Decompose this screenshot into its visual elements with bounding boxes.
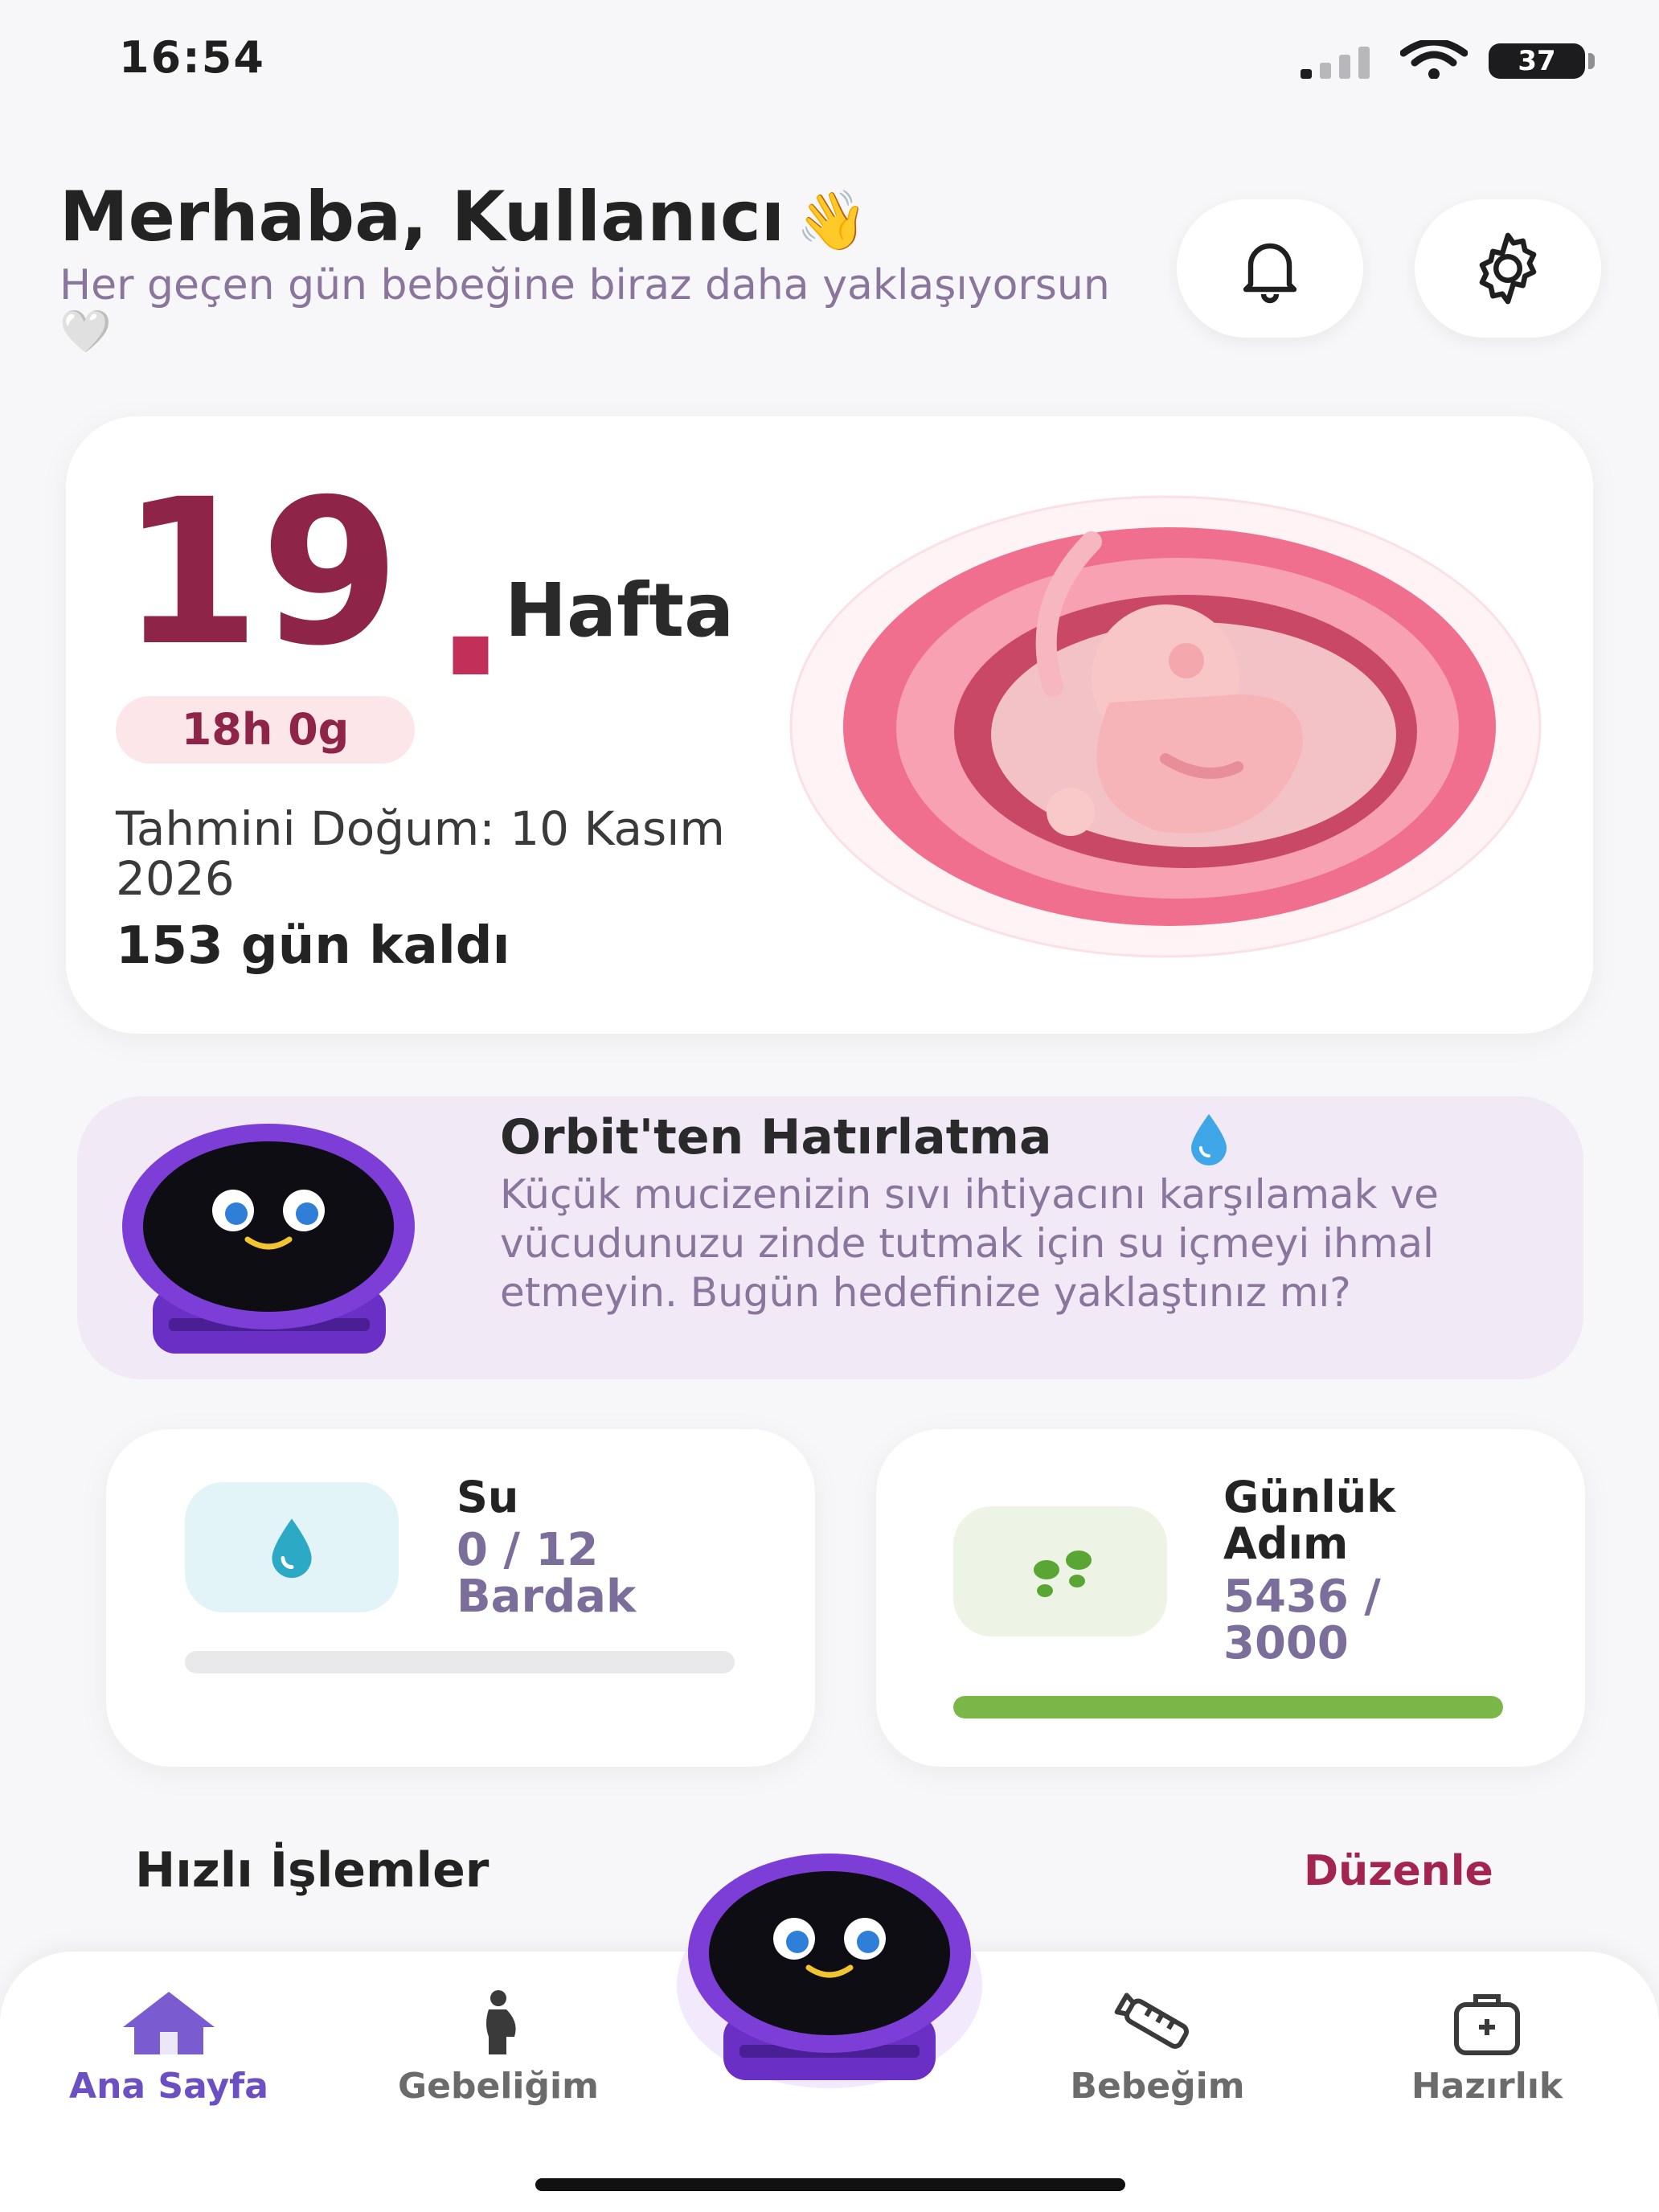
nav-label-pregnancy: Gebeliğim	[398, 2066, 599, 2107]
week-day-badge: 18h 0g	[116, 696, 415, 764]
nav-item-pregnancy[interactable]	[378, 1989, 619, 2107]
home-indicator	[535, 2178, 1125, 2191]
wave-emoji: 👋	[796, 186, 868, 254]
settings-button[interactable]	[1415, 199, 1601, 338]
nav-item-preparation[interactable]	[1366, 1989, 1608, 2107]
steps-progress-fill	[953, 1696, 1503, 1718]
nav-item-home[interactable]	[48, 1989, 289, 2107]
battery-level: 37	[1518, 45, 1556, 77]
baby-bottle-icon	[1109, 1989, 1206, 2056]
embryo-illustration	[788, 494, 1543, 960]
status-time: 16:54	[119, 32, 265, 83]
water-title: Su	[457, 1472, 519, 1522]
steps-tile	[953, 1506, 1167, 1636]
wifi-icon	[1400, 40, 1468, 79]
water-drop-icon	[260, 1513, 324, 1582]
gear-icon	[1466, 227, 1550, 310]
greeting-subtitle: Her geçen gün bebeğine biraz daha yaklaşıyorsun 🤍	[59, 261, 1110, 356]
nav-label-home: Ana Sayfa	[69, 2066, 268, 2107]
greeting-title: Merhaba, Kullanıcı 👋	[59, 177, 868, 257]
steps-title: Günlük Adım	[1223, 1472, 1396, 1569]
footprints-icon	[1016, 1539, 1104, 1604]
week-number: 19	[121, 456, 400, 690]
quick-actions-title: Hızlı İşlemler	[135, 1842, 490, 1899]
water-value: 0 / 12 Bardak	[457, 1524, 637, 1623]
nav-item-baby[interactable]	[1037, 1989, 1278, 2107]
cellular-signal-icon	[1301, 47, 1371, 79]
edit-quick-actions-link[interactable]: Düzenle	[1304, 1847, 1493, 1895]
notifications-button[interactable]	[1177, 199, 1363, 338]
water-drop-icon	[1185, 1111, 1233, 1167]
orbit-robot-icon	[113, 1119, 424, 1360]
due-date: Tahmini Doğum: 10 Kasım 2026	[116, 801, 725, 906]
steps-value: 5436 / 3000	[1223, 1571, 1381, 1669]
orbit-assistant-button[interactable]	[675, 1849, 984, 2090]
water-tile	[185, 1482, 399, 1612]
reminder-body: Küçük mucizenizin sıvı ihtiyacını karşılamak ve vücudunuzu zinde tutmak için su içmeyi ihmal etmeyin. Bugün hedefinize yaklaştınız mı?	[500, 1171, 1439, 1316]
nav-label-preparation: Hazırlık	[1411, 2066, 1563, 2107]
home-icon	[113, 1989, 224, 2056]
reminder-title: Orbit'ten Hatırlatma	[500, 1109, 1052, 1165]
pregnant-icon	[465, 1989, 532, 2056]
week-label: Hafta	[505, 567, 735, 653]
water-progress-bar	[185, 1651, 735, 1673]
week-number-dot: .	[432, 488, 509, 722]
bag-icon	[1448, 1989, 1526, 2056]
steps-progress-bar	[953, 1696, 1503, 1718]
bell-icon	[1231, 230, 1309, 307]
battery-cap	[1588, 53, 1595, 69]
days-left: 153 gün kaldı	[116, 916, 510, 976]
nav-label-baby: Bebeğim	[1070, 2066, 1245, 2107]
